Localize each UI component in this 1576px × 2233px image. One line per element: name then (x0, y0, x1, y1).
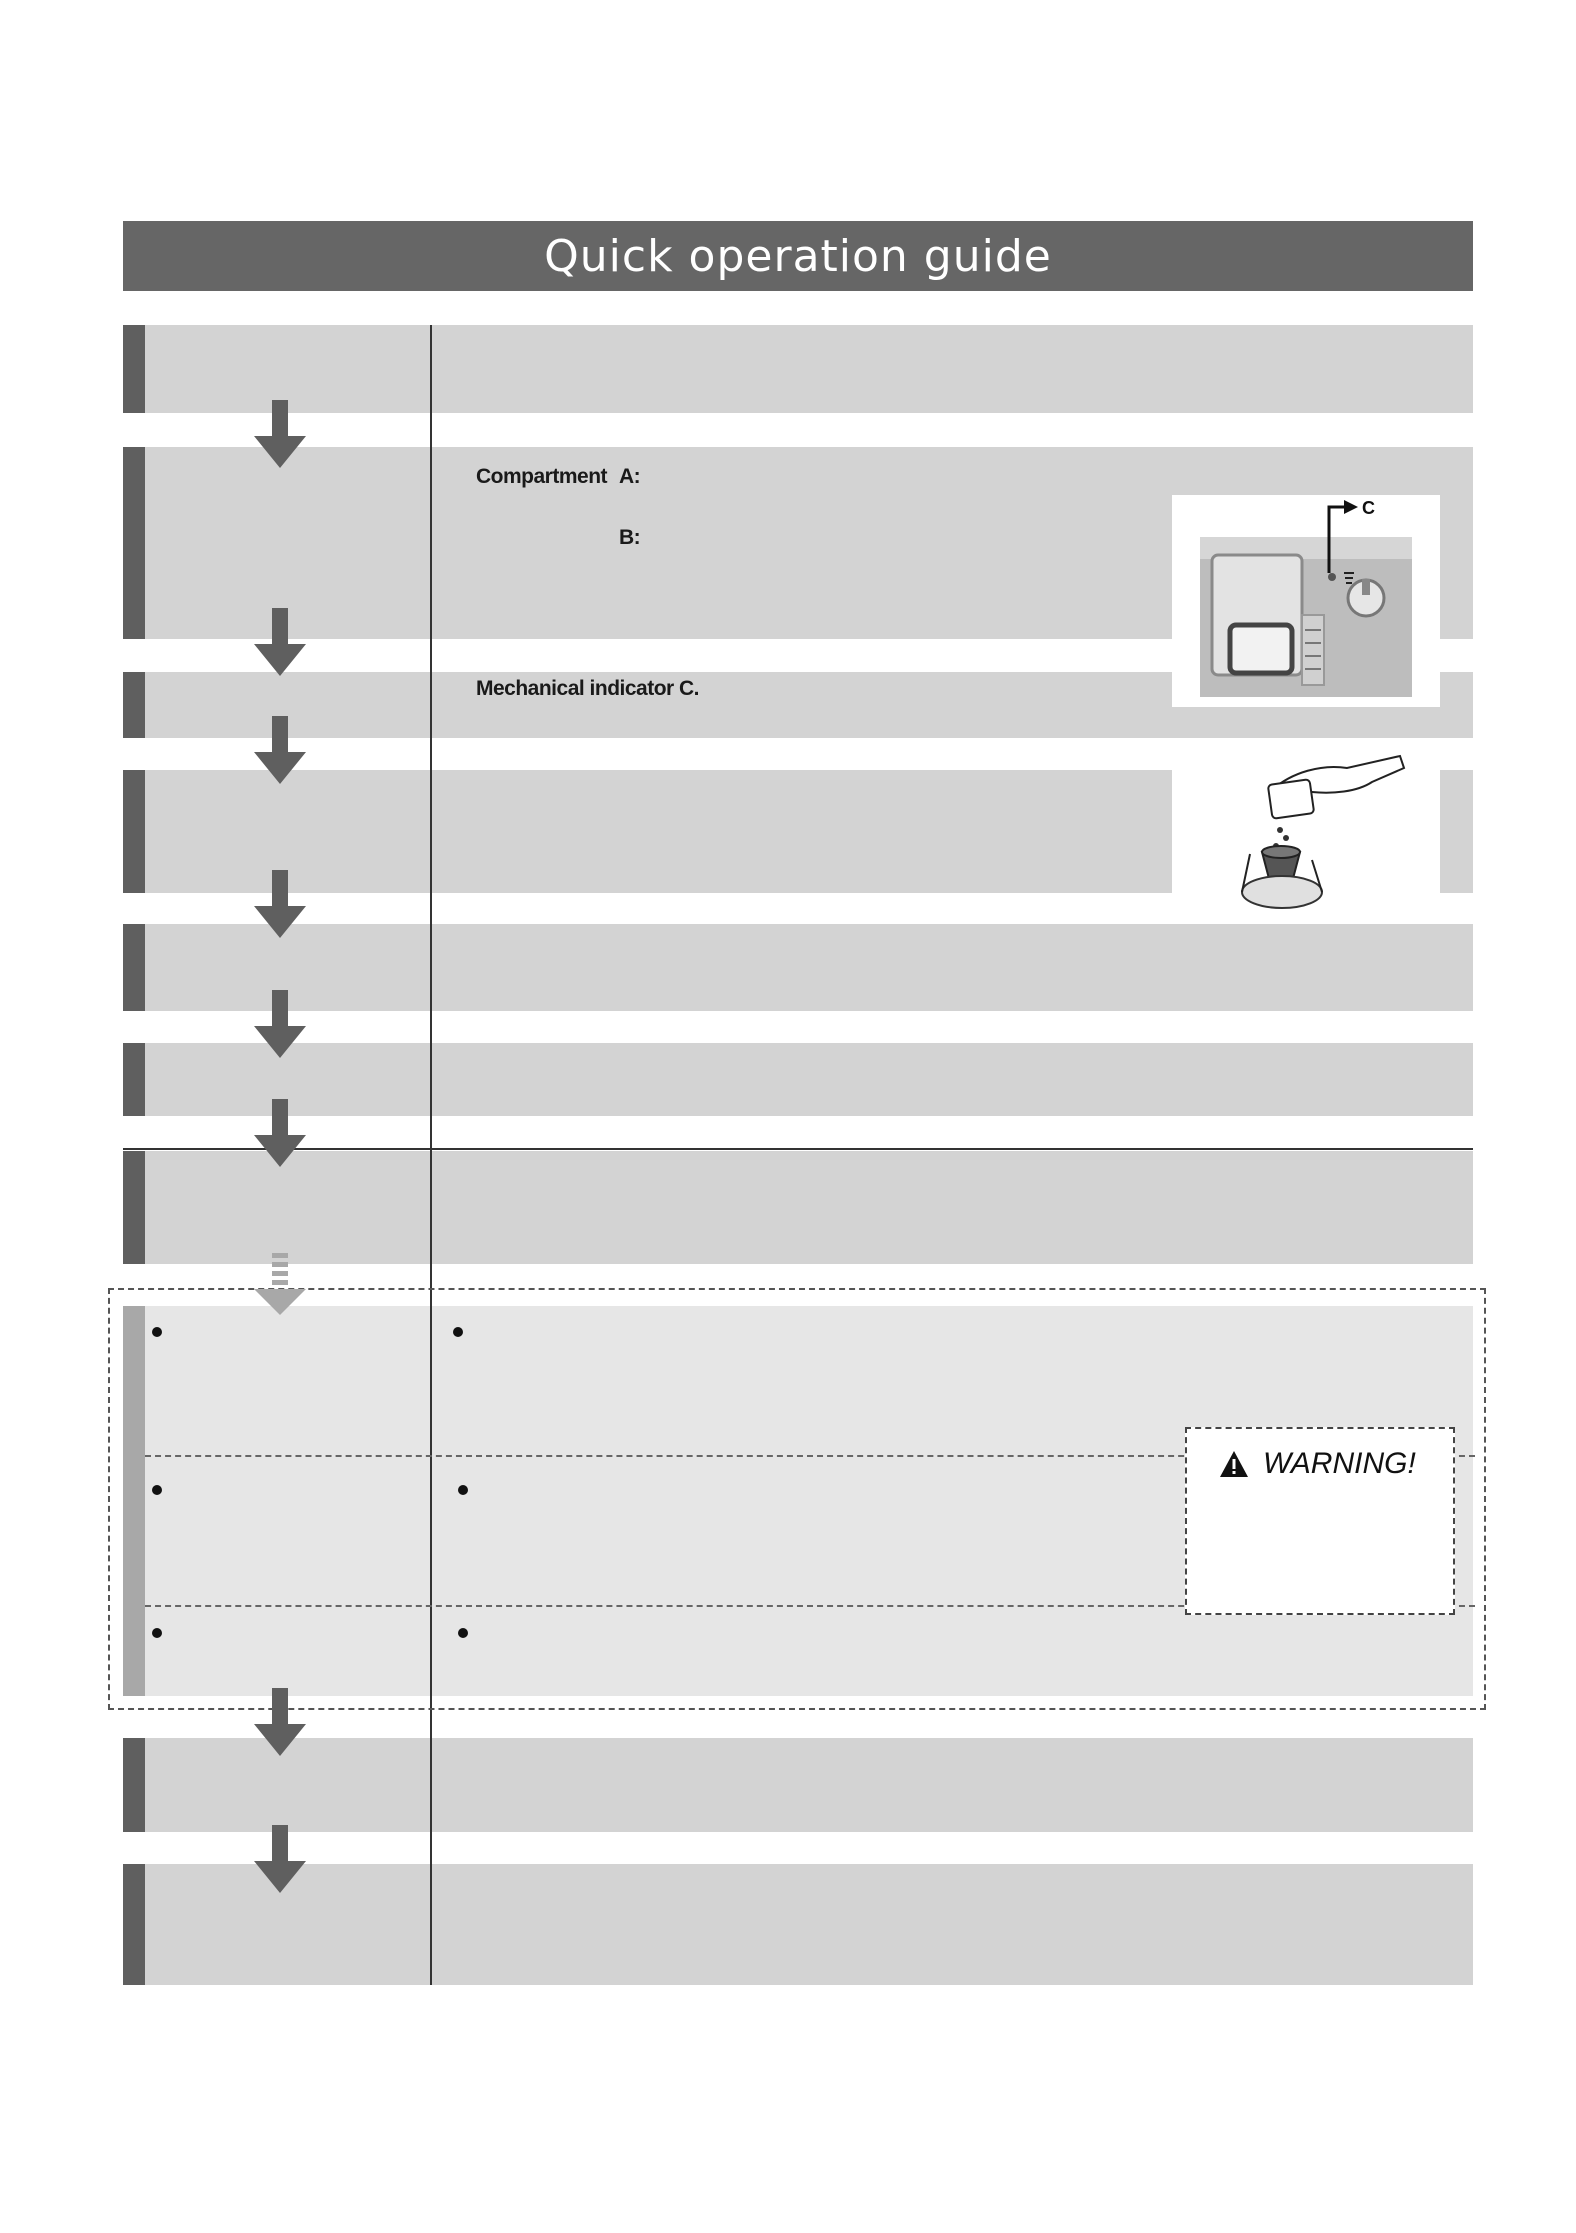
bullet (152, 1485, 162, 1495)
step-row-6 (123, 1043, 1473, 1116)
row-divider (123, 1148, 1473, 1150)
step-row-9 (123, 1864, 1473, 1985)
bullet (152, 1327, 162, 1337)
compartment-a-label: A: (619, 465, 641, 488)
indicator-label: Mechanical indicator (476, 677, 674, 700)
page-title: Quick operation guide (123, 221, 1473, 291)
step-marker (123, 770, 145, 893)
step-marker (123, 1151, 145, 1264)
step-marker (123, 447, 145, 639)
step-marker (123, 325, 145, 413)
step-marker (123, 1738, 145, 1832)
arrow-down-icon (252, 1099, 308, 1167)
salt-funnel-illustration (1172, 742, 1440, 924)
bullet (453, 1327, 463, 1337)
dispenser-illustration (1172, 495, 1440, 707)
callout-c-label: C (1362, 498, 1375, 518)
arrow-down-icon (252, 870, 308, 938)
arrow-down-icon (252, 990, 308, 1058)
warning-title: WARNING! (1263, 1447, 1416, 1480)
compartment-b-label: B: (619, 526, 641, 549)
indicator-c-label: C. (679, 677, 699, 700)
salt-funnel-figure (1172, 742, 1440, 924)
arrow-down-icon (252, 1688, 308, 1756)
step-row-8 (123, 1738, 1473, 1832)
bullet (152, 1628, 162, 1638)
step-marker (123, 924, 145, 1011)
bullet (458, 1485, 468, 1495)
warning-heading (1219, 1447, 1416, 1481)
step-marker (123, 1043, 145, 1116)
warning-triangle-icon (1219, 1450, 1249, 1478)
arrow-down-icon (252, 1825, 308, 1893)
step-marker (123, 672, 145, 738)
bullet (458, 1628, 468, 1638)
dispenser-figure (1172, 495, 1440, 707)
warning-box (1185, 1427, 1455, 1615)
arrow-down-icon (252, 608, 308, 676)
step-marker (123, 1864, 145, 1985)
step-row-5 (123, 924, 1473, 1011)
step-row-7 (123, 1151, 1473, 1264)
arrow-down-icon (252, 400, 308, 468)
step-row-1 (123, 325, 1473, 413)
column-divider (430, 325, 432, 1985)
arrow-down-icon (252, 716, 308, 784)
compartment-label: Compartment (476, 465, 608, 488)
dashed-arrow-down-icon (252, 1253, 308, 1321)
